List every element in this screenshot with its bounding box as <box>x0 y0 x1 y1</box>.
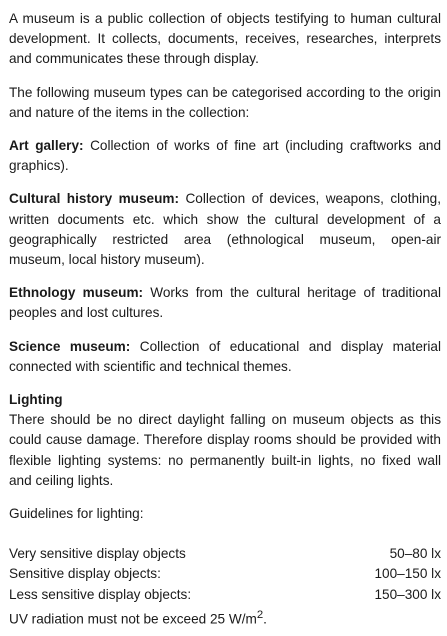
guidelines-label: Guidelines for lighting: <box>9 506 144 522</box>
uv-suffix: . <box>263 611 267 627</box>
document-page <box>9 9 441 630</box>
museum-type-ethnology <box>9 283 441 323</box>
museum-type-cultural-history <box>9 189 441 270</box>
term-label: Art gallery: <box>9 138 84 154</box>
museum-types-intro: The following museum types can be categorised according to the origin and nature of the items in the collection: <box>9 84 441 120</box>
uv-radiation-line <box>9 605 441 630</box>
lux-value: 100–150 lx <box>374 566 441 582</box>
intro-paragraph: A museum is a public collection of objects testifying to human cultural development. It collects, documents, receives, researches, interprets and communicates these through display. <box>9 11 441 67</box>
museum-type-science <box>9 337 441 377</box>
lux-row-sensitive <box>9 564 441 584</box>
term-description: Works from the cultural heritage of traditional peoples and lost cultures. <box>9 285 442 321</box>
lux-row-very-sensitive <box>9 544 441 564</box>
term-label: Ethnology museum: <box>9 285 144 301</box>
lighting-heading: Lighting <box>9 392 63 408</box>
lux-value: 150–300 lx <box>374 586 441 602</box>
lux-label: Very sensitive display objects <box>9 546 186 562</box>
term-label: Science museum: <box>9 338 131 354</box>
museum-type-art-gallery <box>9 136 441 176</box>
lux-row-less-sensitive <box>9 585 441 605</box>
lighting-paragraph: There should be no direct daylight falling on museum objects as this could cause damage. Therefore display rooms should be provided with flexible lighting systems: no permanently built-in lights, no fixed wall and ceiling lights. <box>9 412 441 488</box>
term-label: Cultural history museum: <box>9 191 180 207</box>
term-description: Collection of educational and display material connected with scientific and technical themes. <box>9 338 442 374</box>
lux-label: Less sensitive display objects: <box>9 586 192 602</box>
uv-superscript: 2 <box>256 608 264 621</box>
term-description: Collection of devices, weapons, clothing, written documents etc. which show the cultural development of a geographically restricted area (ethnological museum, open-air museum, local history museum). <box>9 191 441 268</box>
term-description: Collection of works of fine art (including craftworks and graphics). <box>9 138 442 174</box>
uv-text: UV radiation must not be exceed 25 W/m <box>9 611 257 627</box>
lux-value: 50–80 lx <box>389 546 441 562</box>
lux-label: Sensitive display objects: <box>9 566 161 582</box>
